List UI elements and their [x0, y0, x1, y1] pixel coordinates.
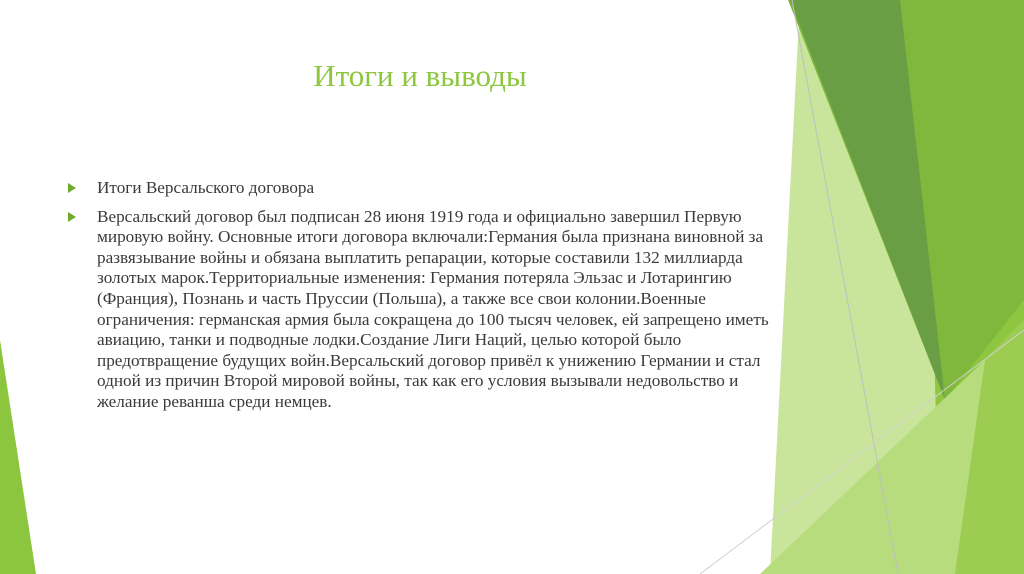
slide-title: Итоги и выводы	[313, 58, 527, 93]
bullet-text-2: Версальский договор был подписан 28 июня 1919 года и официально завершил Первую мировую войну. Основные итоги договора включали:Германия была признана виновной за развязывание войны и обязана выплатить репарации, которые составили 132 миллиарда золотых марок.Территориальные изменения: Германия потеряла Эльзас и Лотарингию (Франция), Познань и часть Пруссии (Польша), а также все свои колонии.Военные ограничения: германская армия была сокращена до 100 тысяч человек, ей запрещено иметь авиацию, танки и подводные лодки.Создание Лиги Наций, целью которой было предотвращение будущих войн.Версальский договор привёл к унижению Германии и стал одной из причин Второй мировой войны, так как его условия вызывали недовольство и желание реванша среди немцев.	[97, 206, 769, 411]
bullet-item-2	[66, 207, 786, 413]
bullet-item-1	[66, 178, 786, 199]
bullet-list	[66, 178, 786, 421]
triangle-bullet-icon	[68, 183, 76, 193]
bullet-text-1: Итоги Версальского договора	[97, 178, 315, 197]
triangle-bullet-icon	[68, 212, 76, 222]
left-green-sliver	[0, 340, 36, 574]
